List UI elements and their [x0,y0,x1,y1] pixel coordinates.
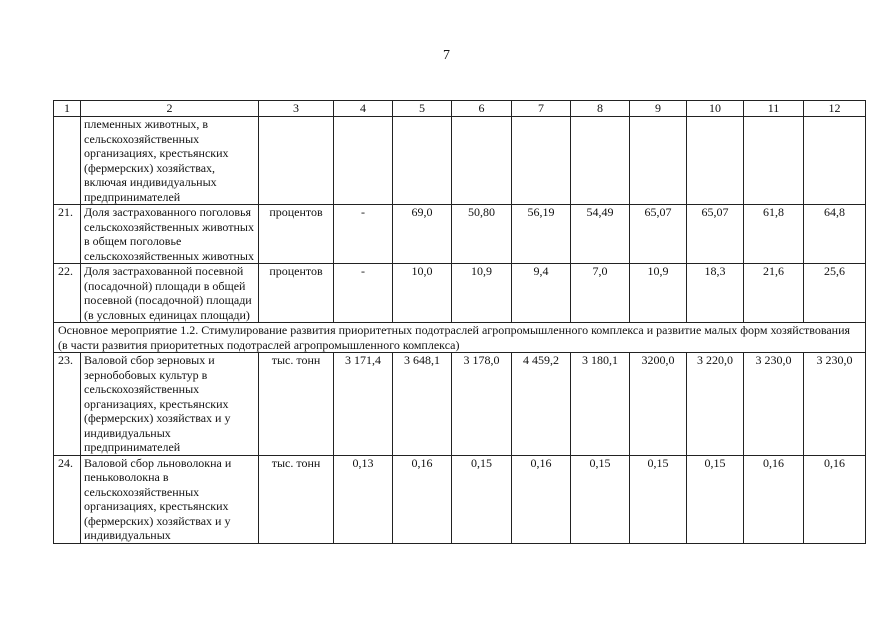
value-cell [804,117,866,205]
value-cell: 69,0 [393,205,452,264]
value-cell: 18,3 [687,264,744,323]
value-cell: - [334,264,393,323]
value-cell: 0,16 [744,455,804,543]
value-cell: 7,0 [571,264,630,323]
column-number-cell: 1 [54,101,81,117]
value-cell: 0,16 [804,455,866,543]
value-cell: 3200,0 [630,353,687,456]
table-row [54,353,866,456]
value-cell: 56,19 [512,205,571,264]
indicator-name: Доля застрахованного поголовья сельскохозяйственных животных в общем поголовье сельскохозяйственных животных [81,205,259,264]
value-cell: - [334,205,393,264]
indicators-table [53,100,866,544]
value-cell: 0,16 [512,455,571,543]
section-row [54,323,866,353]
value-cell: 3 230,0 [744,353,804,456]
value-cell: 0,15 [452,455,512,543]
value-cell: 3 648,1 [393,353,452,456]
table-row [54,455,866,543]
row-number: 24. [54,455,81,543]
value-cell: 0,13 [334,455,393,543]
value-cell: 64,8 [804,205,866,264]
column-number-cell: 12 [804,101,866,117]
value-cell [687,117,744,205]
value-cell [512,117,571,205]
unit-of-measure [259,117,334,205]
value-cell [744,117,804,205]
value-cell: 10,9 [452,264,512,323]
indicator-name: Доля застрахованной посевной (посадочной) площади в общей посевной (посадочной) площади (в условных единицах площади) [81,264,259,323]
table-row [54,117,866,205]
column-number-cell: 11 [744,101,804,117]
value-cell: 3 178,0 [452,353,512,456]
column-number-cell: 7 [512,101,571,117]
indicator-name: племенных животных, в сельскохозяйственных организациях, крестьянских (фермерских) хозяйствах, включая индивидуальных предпринимателей [81,117,259,205]
table-row [54,264,866,323]
value-cell: 25,6 [804,264,866,323]
column-number-cell: 6 [452,101,512,117]
value-cell: 4 459,2 [512,353,571,456]
value-cell: 3 180,1 [571,353,630,456]
value-cell [630,117,687,205]
value-cell: 9,4 [512,264,571,323]
row-number: 23. [54,353,81,456]
value-cell [571,117,630,205]
value-cell: 65,07 [687,205,744,264]
column-number-cell: 3 [259,101,334,117]
column-number-cell: 8 [571,101,630,117]
value-cell: 50,80 [452,205,512,264]
unit-of-measure: тыс. тонн [259,455,334,543]
value-cell: 0,15 [571,455,630,543]
value-cell: 54,49 [571,205,630,264]
value-cell: 65,07 [630,205,687,264]
value-cell: 10,9 [630,264,687,323]
table-row [54,205,866,264]
value-cell [393,117,452,205]
value-cell: 21,6 [744,264,804,323]
row-number: 22. [54,264,81,323]
indicator-name: Валовой сбор льноволокна и пеньковолокна в сельскохозяйственных организациях, крестьянских (фермерских) хозяйствах и у индивидуальных [81,455,259,543]
value-cell: 61,8 [744,205,804,264]
column-number-cell: 4 [334,101,393,117]
unit-of-measure: процентов [259,205,334,264]
row-number: 21. [54,205,81,264]
column-number-cell: 5 [393,101,452,117]
value-cell: 3 230,0 [804,353,866,456]
column-number-cell: 2 [81,101,259,117]
page-number: 7 [443,48,450,63]
value-cell: 0,15 [687,455,744,543]
value-cell: 0,15 [630,455,687,543]
value-cell: 0,16 [393,455,452,543]
indicator-name: Валовой сбор зерновых и зернобобовых культур в сельскохозяйственных организациях, крестьянских (фермерских) хозяйствах и у индивидуальных предпринимателей [81,353,259,456]
value-cell [452,117,512,205]
value-cell: 3 171,4 [334,353,393,456]
value-cell [334,117,393,205]
column-number-cell: 10 [687,101,744,117]
column-header-row [54,101,866,117]
row-number [54,117,81,205]
section-title: Основное мероприятие 1.2. Стимулирование развития приоритетных подотраслей агропромышленного комплекса и развитие малых форм хозяйствования (в части развития приоритетных подотраслей агропромышленного комплекса) [54,323,866,353]
value-cell: 10,0 [393,264,452,323]
column-number-cell: 9 [630,101,687,117]
unit-of-measure: тыс. тонн [259,353,334,456]
value-cell: 3 220,0 [687,353,744,456]
unit-of-measure: процентов [259,264,334,323]
